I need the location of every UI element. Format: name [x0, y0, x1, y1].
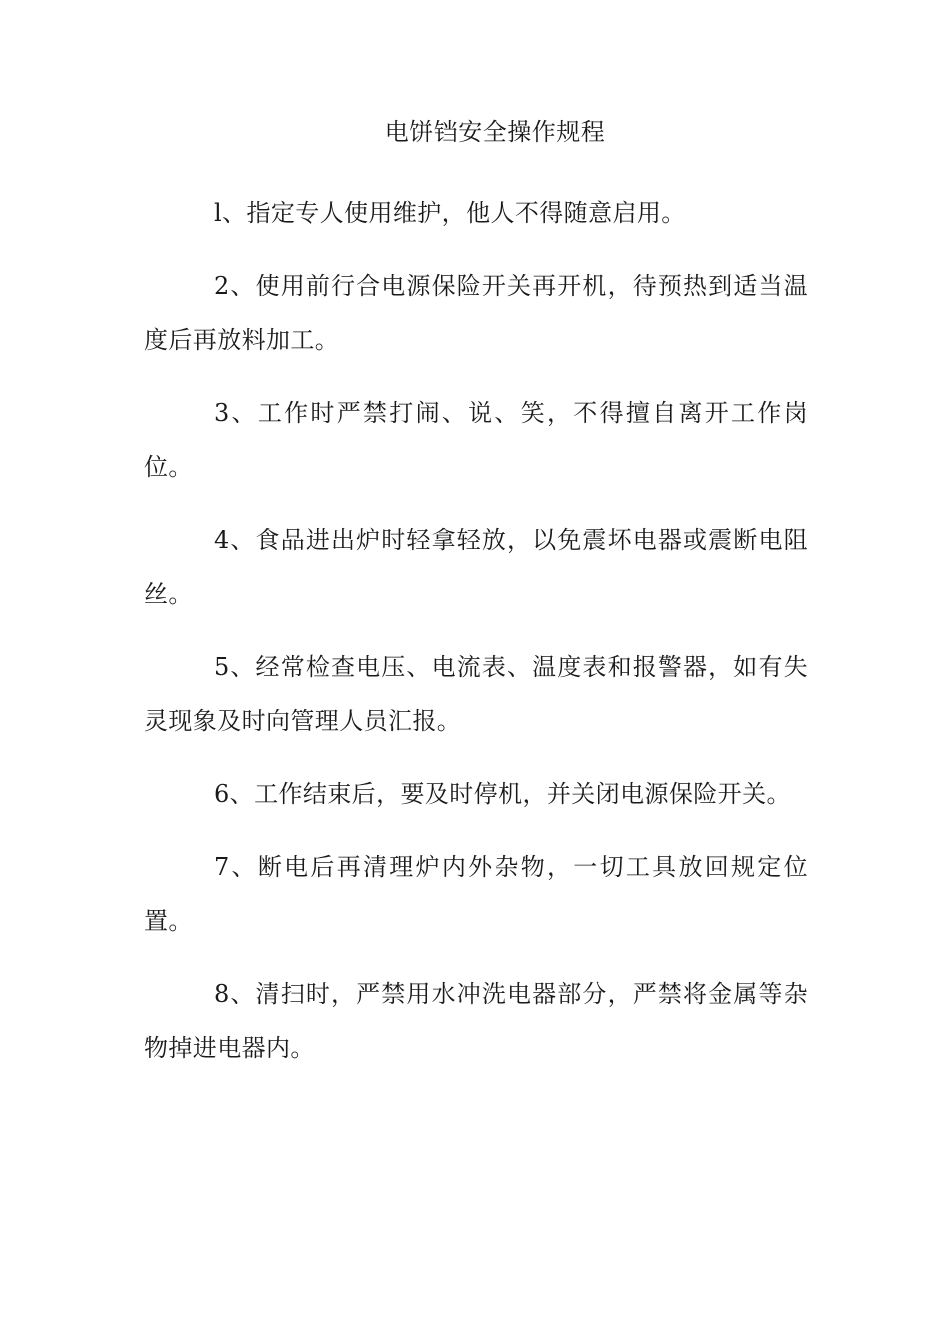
rule-paragraph-3: 3、工作时严禁打闹、说、笑，不得擅自离开工作岗位。 — [144, 399, 808, 481]
rule-paragraph-6: 6、工作结束后，要及时停机，并关闭电源保险开关。 — [214, 780, 791, 808]
document-title: 电饼铛安全操作规程 — [384, 118, 606, 146]
document-body — [144, 186, 808, 1094]
rule-paragraph-1: l、指定专人使用维护，他人不得随意启用。 — [214, 199, 686, 227]
rule-paragraph-4: 4、食品进出炉时轻拿轻放，以免震坏电器或震断电阻丝。 — [144, 526, 808, 608]
rule-paragraph-8: 8、清扫时，严禁用水冲洗电器部分，严禁将金属等杂物掉进电器内。 — [144, 980, 808, 1062]
rule-paragraph-2: 2、使用前行合电源保险开关再开机，待预热到适当温度后再放料加工。 — [144, 272, 808, 354]
rule-paragraph-7: 7、断电后再清理炉内外杂物，一切工具放回规定位置。 — [144, 853, 808, 935]
rule-paragraph-5: 5、经常检查电压、电流表、温度表和报警器，如有失灵现象及时向管理人员汇报。 — [144, 653, 808, 735]
